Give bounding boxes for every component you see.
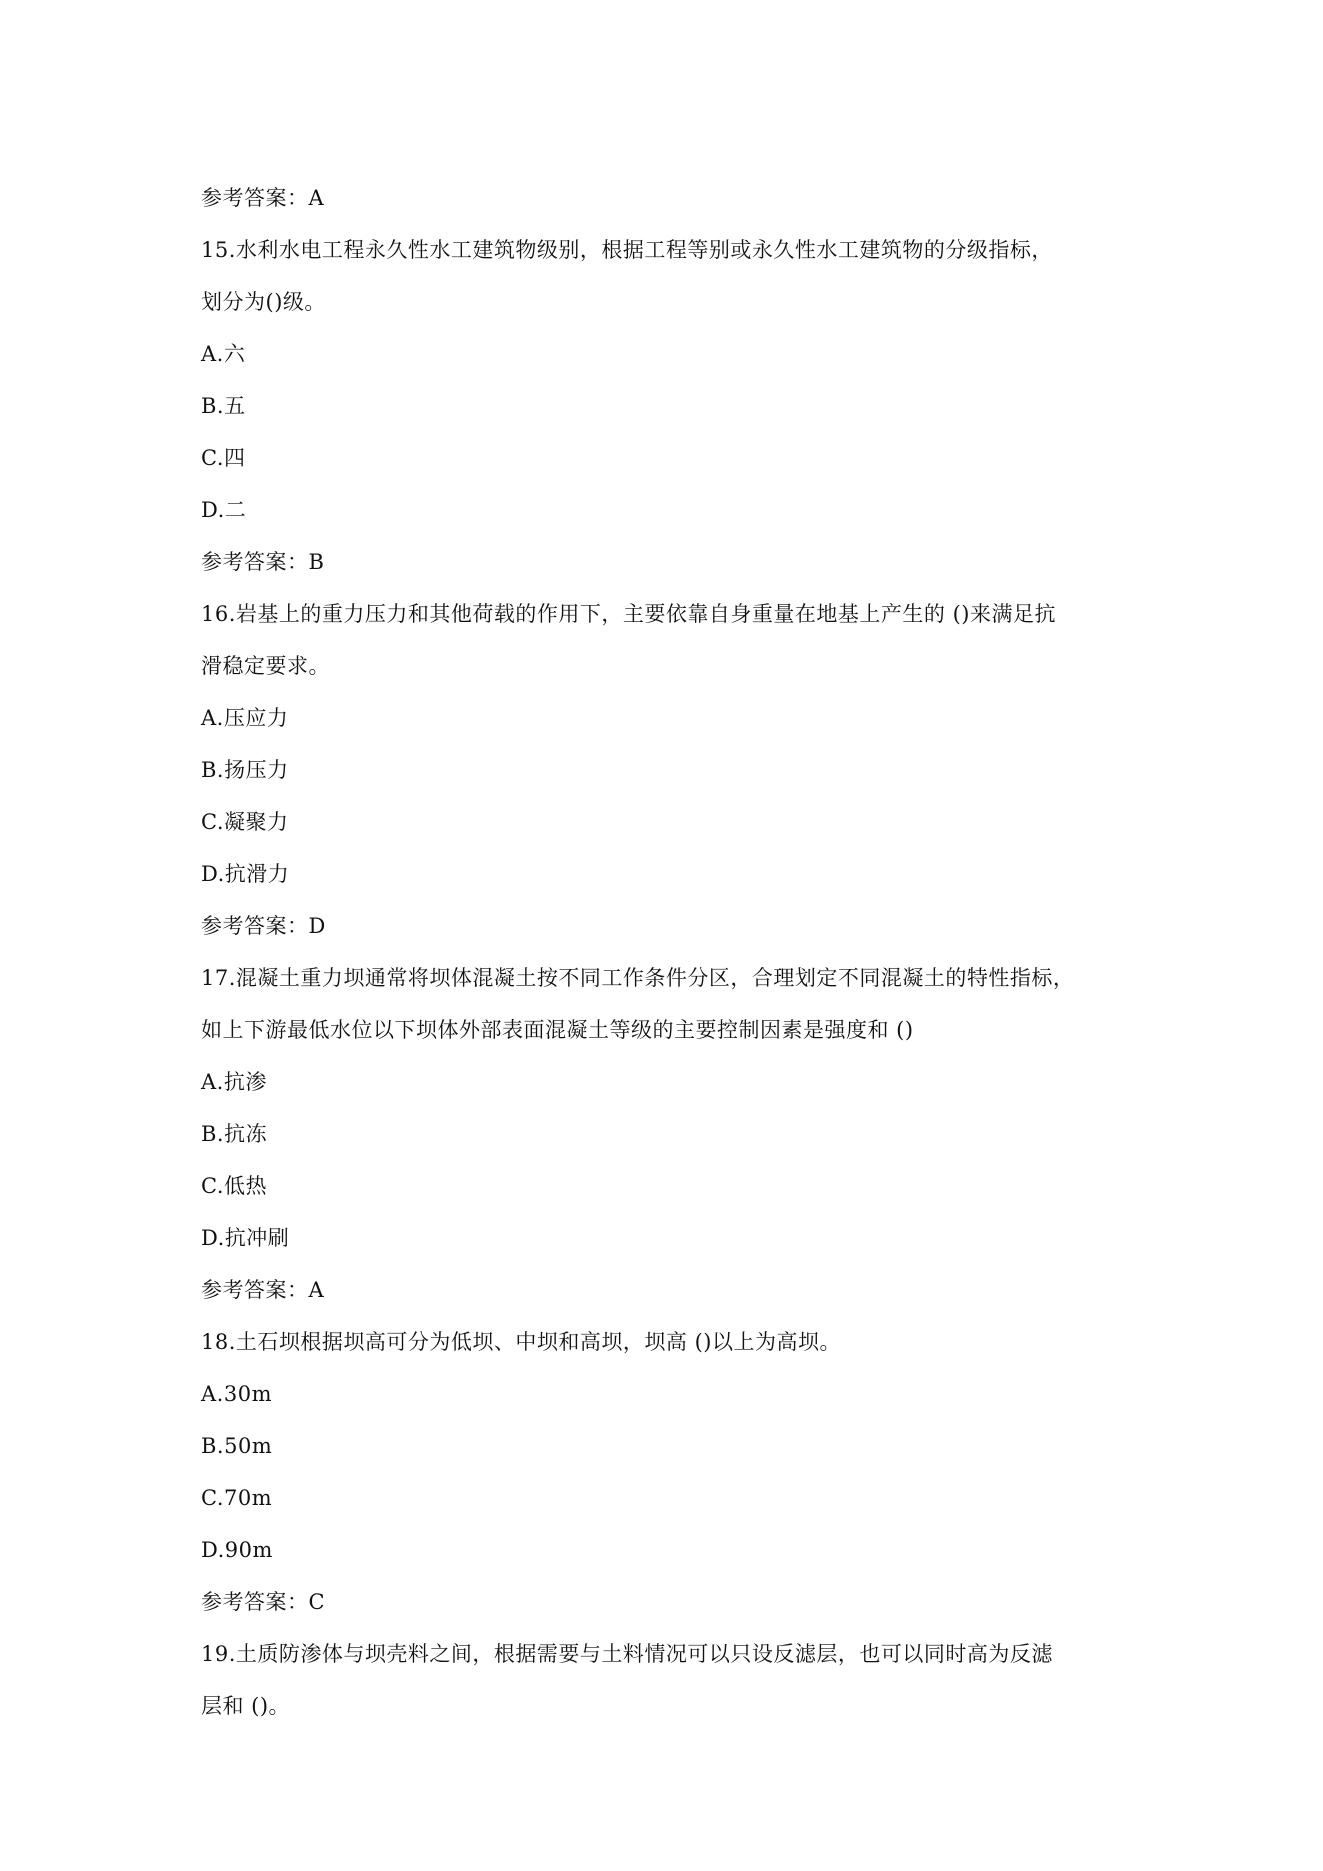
option-line: D.抗冲刷 bbox=[201, 1226, 290, 1250]
document-page bbox=[201, 172, 1161, 1732]
option-line: C.四 bbox=[201, 446, 246, 470]
question-line: 19.土质防渗体与坝壳料之间，根据需要与土料情况可以只设反滤层，也可以同时高为反滤 bbox=[201, 1642, 1053, 1666]
option-line: A.六 bbox=[201, 342, 246, 366]
answer-line: 参考答案：A bbox=[201, 186, 325, 210]
question-line: 18.土石坝根据坝高可分为低坝、中坝和高坝，坝高 ()以上为高坝。 bbox=[201, 1330, 841, 1354]
answer-line: 参考答案：C bbox=[201, 1590, 326, 1614]
answer-line: 参考答案：D bbox=[201, 914, 326, 938]
option-line: D.90m bbox=[201, 1538, 273, 1562]
question-line: 划分为()级。 bbox=[201, 290, 326, 314]
question-line: 层和 ()。 bbox=[201, 1694, 291, 1718]
question-line: 15.水利水电工程永久性水工建筑物级别，根据工程等别或永久性水工建筑物的分级指标， bbox=[201, 238, 1053, 262]
option-line: B.抗冻 bbox=[201, 1122, 268, 1146]
question-line: 16.岩基上的重力压力和其他荷载的作用下，主要依靠自身重量在地基上产生的 ()来满足抗 bbox=[201, 602, 1056, 626]
option-line: B.扬压力 bbox=[201, 758, 289, 782]
question-line: 滑稳定要求。 bbox=[201, 654, 330, 678]
option-line: B.50m bbox=[201, 1434, 273, 1458]
option-line: C.低热 bbox=[201, 1174, 267, 1198]
option-line: C.70m bbox=[201, 1486, 273, 1510]
option-line: B.五 bbox=[201, 394, 246, 418]
option-line: D.二 bbox=[201, 498, 247, 522]
option-line: A.压应力 bbox=[201, 706, 289, 730]
question-line: 如上下游最低水位以下坝体外部表面混凝土等级的主要控制因素是强度和 () bbox=[201, 1018, 914, 1042]
option-line: D.抗滑力 bbox=[201, 862, 290, 886]
option-line: C.凝聚力 bbox=[201, 810, 289, 834]
question-line: 17.混凝土重力坝通常将坝体混凝土按不同工作条件分区，合理划定不同混凝土的特性指标， bbox=[201, 966, 1075, 990]
answer-line: 参考答案：A bbox=[201, 1278, 325, 1302]
option-line: A.抗渗 bbox=[201, 1070, 267, 1094]
option-line: A.30m bbox=[201, 1382, 272, 1406]
answer-line: 参考答案：B bbox=[201, 550, 325, 574]
